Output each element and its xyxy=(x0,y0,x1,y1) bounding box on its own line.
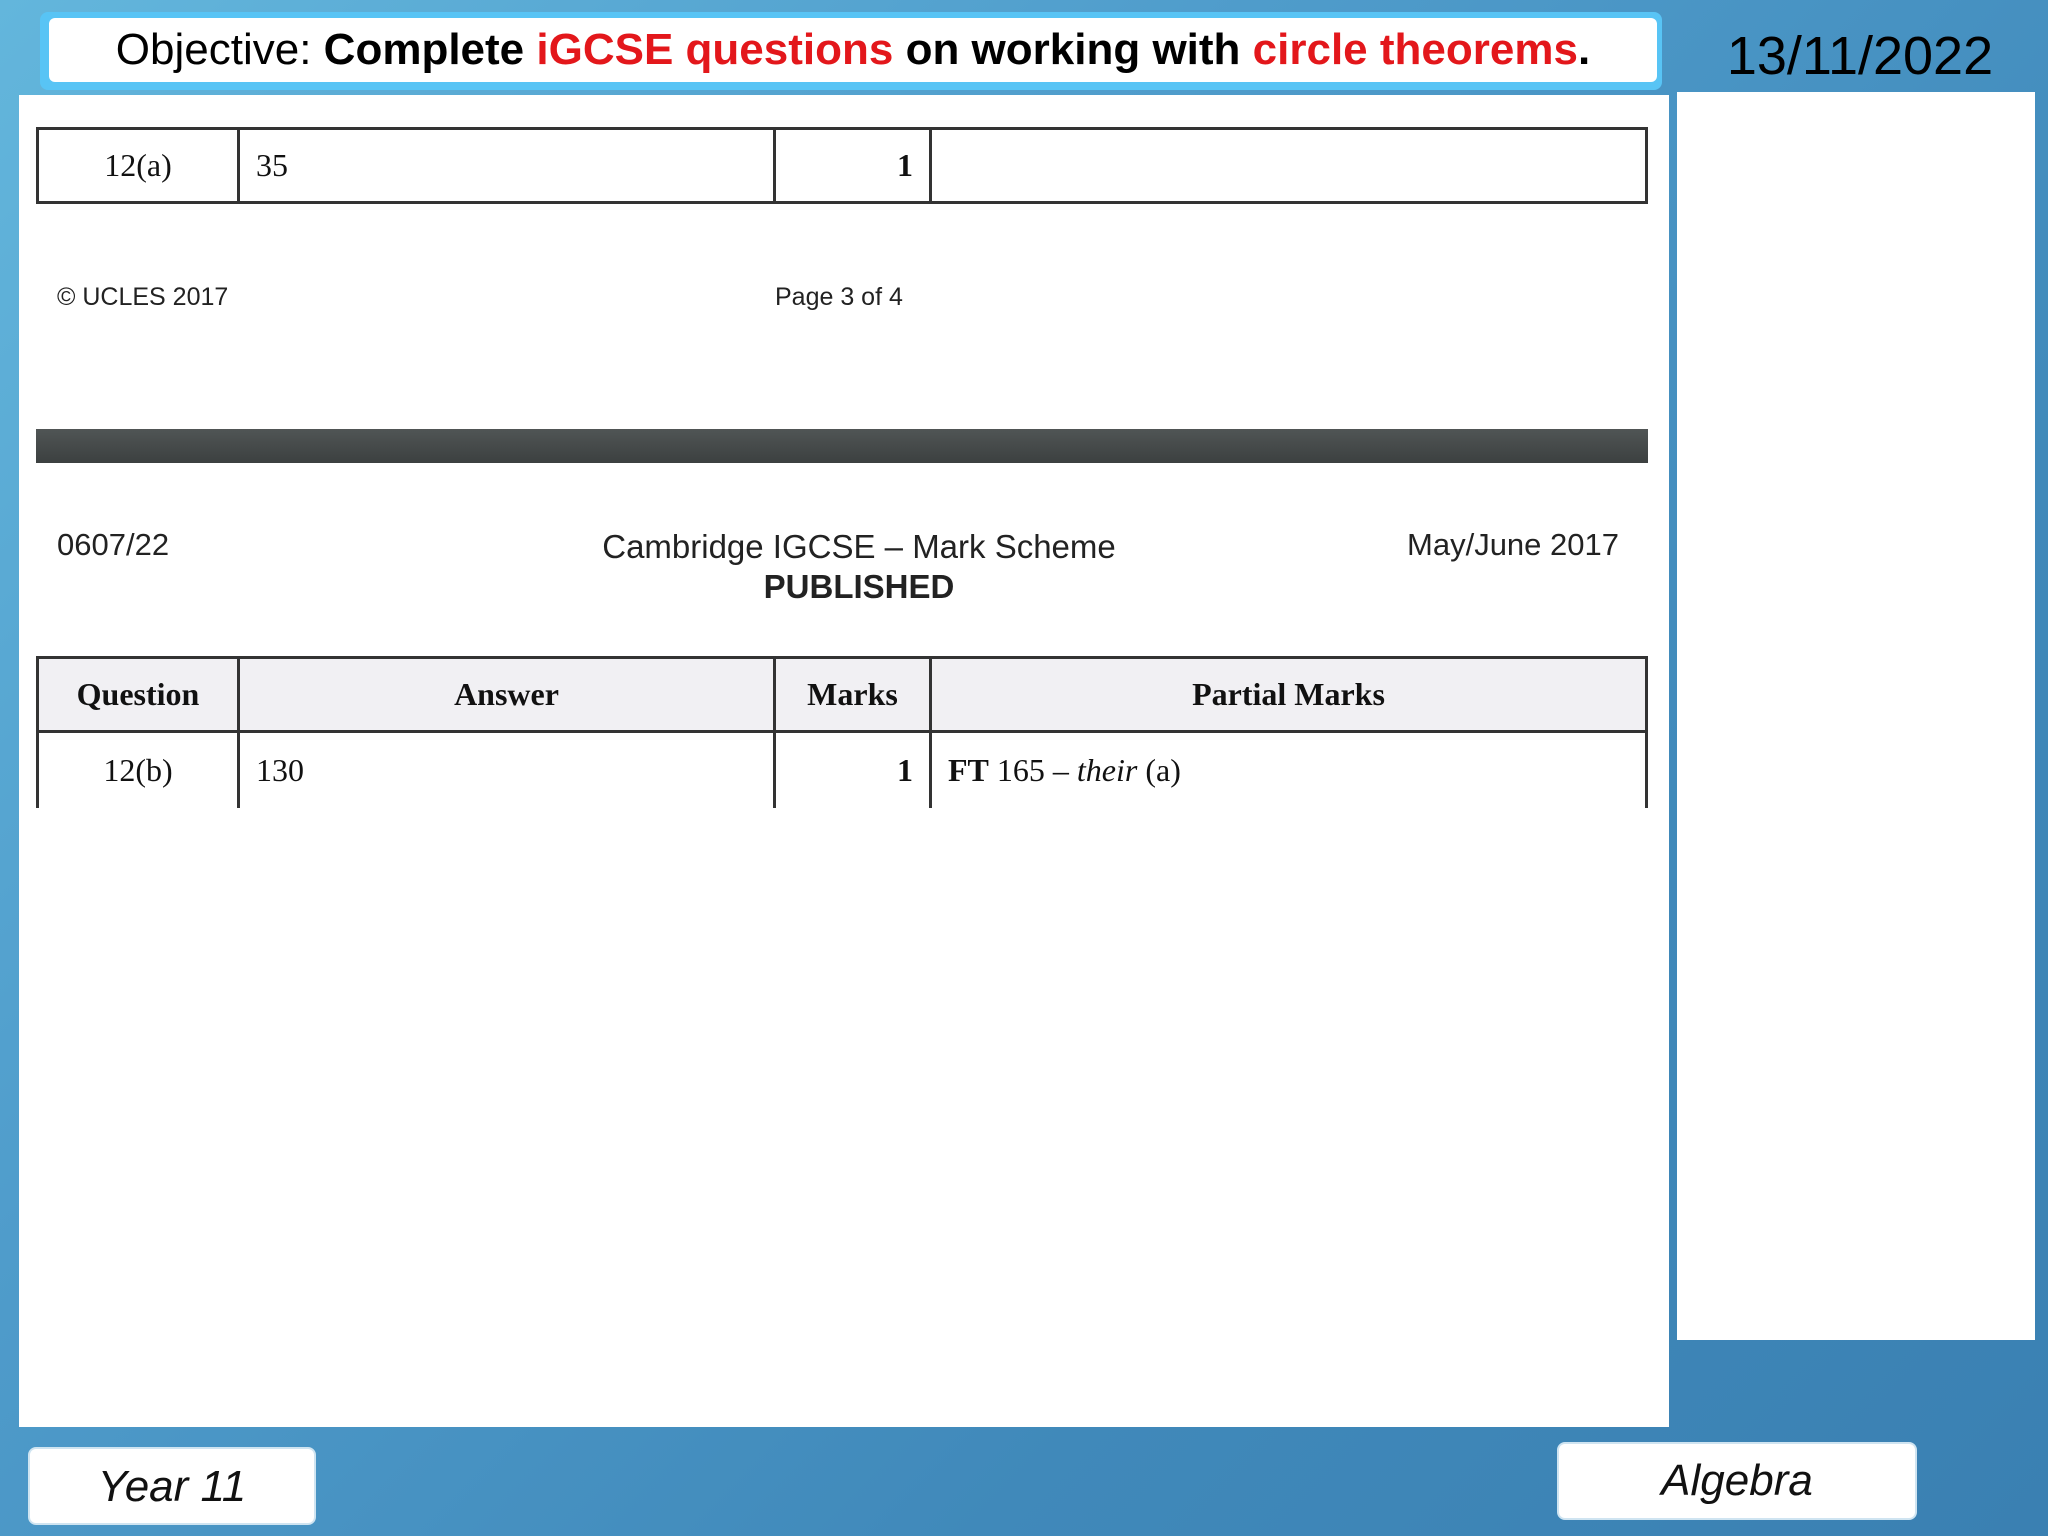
answer-cell: 130 xyxy=(239,732,775,808)
partial-reference: (a) xyxy=(1145,751,1181,788)
objective-period: . xyxy=(1577,25,1591,74)
answer-cell: 35 xyxy=(239,129,775,203)
column-header-partial-marks: Partial Marks xyxy=(931,658,1647,732)
topic-label: Algebra xyxy=(1557,1442,1917,1520)
partial-their: their xyxy=(1076,751,1138,788)
column-header-question: Question xyxy=(38,658,239,732)
objective-highlight-1: iGCSE questions xyxy=(536,25,894,74)
marks-cell: 1 xyxy=(775,732,931,808)
objective-text-1: Complete xyxy=(323,25,525,74)
objective-text-2: on working with xyxy=(905,25,1241,74)
question-cell: 12(a) xyxy=(38,129,239,203)
partial-value: 165 – xyxy=(996,751,1069,788)
table-header-row xyxy=(38,658,1647,732)
mark-scheme-table xyxy=(36,656,1648,808)
objective-label: Objective: xyxy=(115,25,312,74)
exam-session: May/June 2017 xyxy=(1407,527,1619,562)
partial-marks-cell xyxy=(931,732,1647,808)
mark-scheme-table-top xyxy=(36,127,1648,204)
mark-scheme-title xyxy=(459,527,1259,607)
column-header-answer: Answer xyxy=(239,658,775,732)
page-number: Page 3 of 4 xyxy=(775,283,903,311)
column-header-marks: Marks xyxy=(775,658,931,732)
table-row xyxy=(38,732,1647,808)
follow-through-label: FT xyxy=(948,751,989,788)
mark-scheme-slide xyxy=(19,95,1669,1427)
question-cell: 12(b) xyxy=(38,732,239,808)
year-group-label: Year 11 xyxy=(28,1447,316,1525)
copyright-notice: © UCLES 2017 xyxy=(57,283,229,311)
paper-code: 0607/22 xyxy=(57,527,170,562)
objective-banner xyxy=(49,18,1657,82)
mark-scheme-title-text: Cambridge IGCSE – Mark Scheme xyxy=(602,528,1116,565)
page-divider xyxy=(36,429,1648,463)
published-label: PUBLISHED xyxy=(763,568,955,605)
objective-highlight-2: circle theorems xyxy=(1252,25,1578,74)
side-notes-panel xyxy=(1677,92,2035,1340)
partial-marks-cell xyxy=(931,129,1647,203)
marks-cell: 1 xyxy=(775,129,931,203)
lesson-date: 13/11/2022 xyxy=(1726,26,1994,86)
table-row xyxy=(38,129,1647,203)
